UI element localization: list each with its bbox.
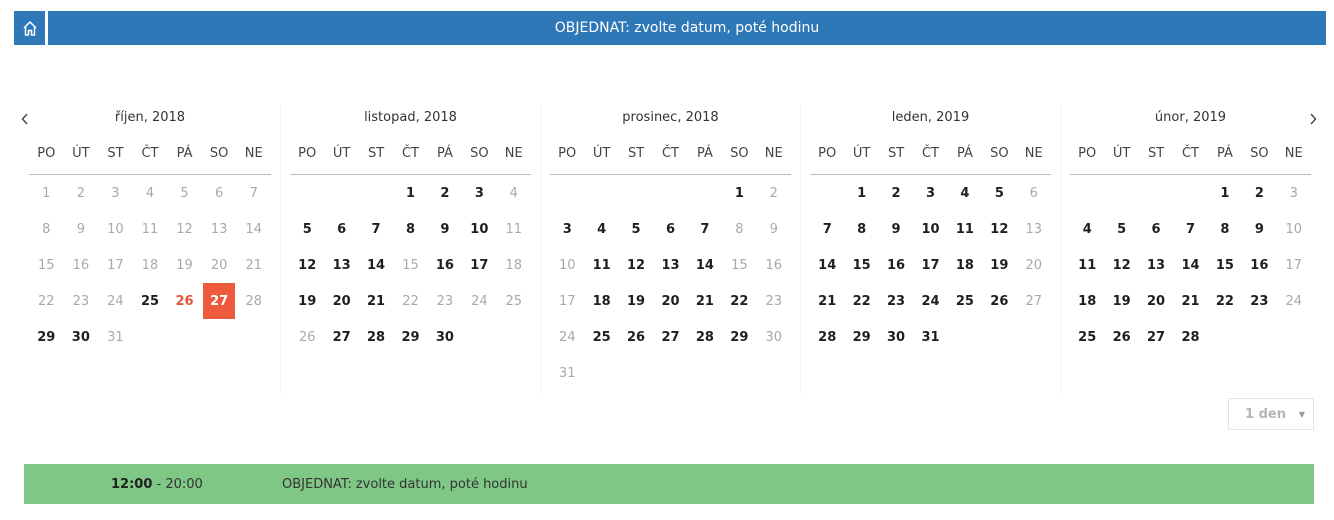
calendar-day[interactable]: 12 — [298, 257, 317, 273]
calendar-day[interactable]: 19 — [627, 293, 646, 309]
empty-cell — [810, 175, 844, 211]
calendar-day[interactable]: 8 — [857, 221, 867, 237]
weekday-header — [810, 133, 1051, 175]
weekday-label: NE — [1024, 146, 1043, 161]
weekday-label: NE — [1284, 146, 1303, 161]
calendar-day[interactable]: 4 — [597, 221, 607, 237]
calendar-day[interactable]: 4 — [960, 185, 970, 201]
calendar-day[interactable]: 23 — [887, 293, 906, 309]
weekday-label: ČT — [401, 146, 419, 161]
calendar-day[interactable]: 9 — [1254, 221, 1264, 237]
calendar-day[interactable]: 27 — [1147, 329, 1166, 345]
calendar-day[interactable]: 5 — [1117, 221, 1127, 237]
calendar-day[interactable]: 21 — [1181, 293, 1200, 309]
calendar-day[interactable]: 18 — [592, 293, 611, 309]
calendar-month — [20, 103, 280, 395]
calendar-day-disabled: 16 — [765, 257, 783, 273]
weekday-label: ÚT — [1112, 146, 1131, 161]
calendar-day-disabled: 15 — [38, 257, 55, 273]
calendar-day[interactable]: 7 — [700, 221, 710, 237]
calendar-day[interactable]: 19 — [990, 257, 1009, 273]
weekday-label: PÁ — [436, 146, 453, 161]
calendar-day[interactable]: 14 — [1181, 257, 1200, 273]
calendar-day-disabled: 31 — [107, 329, 124, 345]
calendar-day[interactable]: 26 — [990, 293, 1009, 309]
calendar-day[interactable]: 25 — [1078, 329, 1097, 345]
weekday-label: ÚT — [592, 146, 611, 161]
calendar-day-disabled: 23 — [436, 293, 454, 309]
calendar-day-disabled: 18 — [141, 257, 159, 273]
weekday-label: SO — [990, 146, 1009, 161]
day-grid — [29, 175, 271, 355]
calendar-day-disabled: 21 — [245, 257, 262, 273]
calendar-day-disabled: 22 — [38, 293, 55, 309]
calendar-month — [280, 103, 540, 395]
calendar-day-disabled: 3 — [1289, 185, 1298, 201]
calendar-day[interactable]: 1 — [405, 185, 416, 201]
duration-select[interactable] — [1228, 398, 1314, 430]
calendar-day[interactable]: 8 — [1220, 221, 1230, 237]
weekday-label: PO — [558, 146, 577, 161]
calendar-day[interactable]: 17 — [470, 257, 489, 273]
weekday-label: NE — [504, 146, 523, 161]
calendar-day[interactable]: 21 — [695, 293, 714, 309]
calendar-day[interactable]: 1 — [1220, 185, 1230, 201]
calendar-day[interactable]: 7 — [822, 221, 832, 237]
month-title: únor, 2019 — [1154, 110, 1227, 125]
page-title-text: OBJEDNAT: zvolte datum, poté hodinu — [554, 20, 820, 36]
calendar-day[interactable]: 28 — [818, 329, 837, 345]
calendar-day[interactable]: 12 — [990, 221, 1009, 237]
weekday-label: SO — [730, 146, 749, 161]
calendar-day[interactable]: 11 — [1078, 257, 1097, 273]
calendar-day-disabled: 18 — [505, 257, 523, 273]
calendar-day[interactable]: 16 — [435, 257, 454, 273]
time-slot[interactable] — [24, 464, 1314, 504]
empty-cell — [550, 175, 584, 211]
calendar-day[interactable]: 9 — [891, 221, 901, 237]
calendar-day[interactable]: 27 — [332, 329, 351, 345]
duration-value: 1 den — [1245, 406, 1286, 422]
calendar-day[interactable]: 6 — [337, 221, 347, 237]
weekday-label: ČT — [141, 146, 159, 161]
calendar-day-disabled: 2 — [769, 185, 778, 201]
weekday-label: ÚT — [72, 146, 90, 161]
empty-cell — [619, 175, 653, 211]
calendar-day-disabled: 27 — [1025, 293, 1043, 309]
calendar-day-disabled: 17 — [107, 257, 124, 273]
calendar-day[interactable]: 15 — [1215, 257, 1234, 273]
weekday-label: ST — [887, 146, 905, 161]
calendar-day-today: 26 — [175, 293, 194, 309]
weekday-label: ST — [107, 146, 124, 161]
calendar-day[interactable]: 5 — [302, 221, 312, 237]
calendar-day[interactable]: 23 — [1250, 293, 1269, 309]
calendar-day-disabled: 8 — [42, 221, 51, 237]
calendar-day[interactable]: 5 — [631, 221, 641, 237]
calendar-day-disabled: 23 — [72, 293, 90, 309]
weekday-label: SO — [209, 146, 229, 161]
weekday-label: ST — [627, 146, 645, 161]
calendar-day-disabled: 11 — [505, 221, 523, 237]
weekday-label: PÁ — [696, 146, 713, 161]
weekday-label: SO — [1250, 146, 1269, 161]
empty-cell — [1070, 175, 1104, 211]
calendar-day-disabled: 3 — [111, 185, 120, 201]
calendar-day[interactable]: 13 — [332, 257, 351, 273]
empty-cell — [653, 175, 687, 211]
calendar-day[interactable]: 7 — [371, 221, 381, 237]
calendar-day-disabled: 17 — [1285, 257, 1303, 273]
empty-cell — [688, 175, 722, 211]
calendar-day-disabled: 14 — [245, 221, 262, 237]
calendar-day-disabled: 22 — [402, 293, 419, 309]
day-grid — [290, 175, 531, 355]
calendar-day-disabled: 20 — [1025, 257, 1043, 273]
calendar-day-disabled: 12 — [176, 221, 193, 237]
calendar-day[interactable]: 29 — [730, 329, 749, 345]
empty-cell — [359, 175, 393, 211]
calendar-day-disabled: 19 — [176, 257, 193, 273]
header-bar — [14, 11, 1326, 45]
calendar-day[interactable]: 16 — [1250, 257, 1269, 273]
calendar-day[interactable]: 12 — [1112, 257, 1131, 273]
calendar-day-disabled: 16 — [72, 257, 90, 273]
weekday-label: ČT — [661, 146, 679, 161]
calendar-day-disabled: 26 — [298, 329, 316, 345]
calendar-day[interactable]: 28 — [367, 329, 386, 345]
month-title: leden, 2019 — [891, 110, 970, 125]
weekday-label: PÁ — [956, 146, 973, 161]
calendar-day[interactable]: 6 — [665, 221, 676, 237]
empty-cell — [324, 175, 358, 211]
calendar-day-disabled: 9 — [76, 221, 85, 237]
calendar-day[interactable]: 25 — [955, 293, 974, 309]
calendar-day[interactable]: 29 — [852, 329, 871, 345]
calendar-day[interactable]: 12 — [627, 257, 646, 273]
weekday-label: ČT — [921, 146, 939, 161]
calendar-day[interactable]: 14 — [367, 257, 386, 273]
calendar-day[interactable]: 17 — [921, 257, 940, 273]
calendar-day[interactable]: 16 — [887, 257, 906, 273]
calendar-day[interactable]: 26 — [1112, 329, 1131, 345]
calendar-day-disabled: 23 — [765, 293, 783, 309]
weekday-label: ST — [367, 146, 385, 161]
weekday-header — [550, 133, 791, 175]
weekday-label: PO — [1078, 146, 1097, 161]
calendar-day-disabled: 24 — [471, 293, 488, 309]
weekday-label: PÁ — [1216, 146, 1233, 161]
calendar-day[interactable]: 3 — [562, 221, 572, 237]
weekday-label: PO — [818, 146, 837, 161]
calendar-day-disabled: 28 — [245, 293, 262, 309]
calendar-month — [800, 103, 1060, 395]
calendar-day[interactable]: 25 — [140, 293, 160, 309]
calendar-day-disabled: 31 — [558, 365, 576, 381]
month-title: listopad, 2018 — [364, 110, 457, 125]
calendar-day-disabled: 4 — [509, 185, 518, 201]
calendar-day[interactable]: 30 — [71, 329, 90, 345]
calendar-day-disabled: 7 — [249, 185, 258, 201]
empty-cell — [584, 175, 618, 211]
calendar-day[interactable]: 26 — [627, 329, 646, 345]
calendar-day[interactable]: 28 — [695, 329, 714, 345]
calendar-day-disabled: 5 — [180, 185, 189, 201]
calendar-day[interactable]: 3 — [925, 185, 936, 201]
slot-end-time: - 20:00 — [152, 476, 203, 492]
calendar-day[interactable]: 30 — [435, 329, 454, 345]
calendar-day[interactable]: 2 — [891, 185, 901, 201]
calendar-day[interactable]: 1 — [857, 185, 867, 201]
calendar-day[interactable]: 29 — [37, 329, 56, 345]
calendar-day[interactable]: 13 — [1147, 257, 1166, 273]
calendar-day-disabled: 20 — [210, 257, 228, 273]
calendar-day[interactable]: 2 — [440, 185, 450, 201]
calendar-day-disabled: 1 — [42, 185, 51, 201]
weekday-label: ÚT — [332, 146, 351, 161]
empty-cell — [290, 175, 324, 211]
calendar-day[interactable]: 7 — [1185, 221, 1196, 237]
calendar-day[interactable]: 10 — [470, 221, 489, 237]
weekday-label: ÚT — [852, 146, 871, 161]
calendar-day-disabled: 4 — [145, 185, 155, 201]
calendar-day[interactable]: 3 — [474, 185, 484, 201]
calendar-day-disabled: 24 — [1285, 293, 1303, 309]
calendar-day[interactable]: 11 — [955, 221, 974, 237]
calendar-day[interactable]: 11 — [592, 257, 611, 273]
calendar-day[interactable]: 1 — [734, 185, 744, 201]
calendar-day[interactable]: 20 — [661, 293, 680, 309]
calendar-day[interactable]: 9 — [440, 221, 450, 237]
empty-cell — [1139, 175, 1173, 211]
calendar-day[interactable]: 4 — [1082, 221, 1092, 237]
calendar-day-disabled: 6 — [1029, 185, 1038, 201]
calendar-day[interactable]: 6 — [1151, 221, 1161, 237]
weekday-label: PO — [298, 146, 317, 161]
weekday-label: ST — [1147, 146, 1165, 161]
calendar-day-disabled: 13 — [210, 221, 228, 237]
calendar-day[interactable]: 19 — [298, 293, 317, 309]
calendar-day[interactable]: 20 — [332, 293, 351, 309]
weekday-label: ČT — [1181, 146, 1199, 161]
weekday-label: NE — [764, 146, 783, 161]
calendar-day[interactable]: 27 — [661, 329, 680, 345]
calendar — [20, 103, 1320, 395]
calendar-day-disabled: 2 — [76, 185, 85, 201]
page-title — [48, 11, 1326, 45]
weekday-header — [290, 133, 531, 175]
calendar-day-disabled: 24 — [107, 293, 124, 309]
calendar-day[interactable]: 20 — [1147, 293, 1166, 309]
home-icon — [22, 20, 38, 37]
calendar-day[interactable]: 31 — [921, 329, 940, 345]
calendar-day[interactable]: 29 — [401, 329, 420, 345]
slot-label: OBJEDNAT: zvolte datum, poté hodinu — [282, 476, 528, 492]
calendar-day[interactable]: 8 — [405, 221, 416, 237]
calendar-day[interactable]: 13 — [661, 257, 680, 273]
slot-start-time: 12:00 — [111, 476, 153, 492]
calendar-day-disabled: 10 — [558, 257, 576, 273]
calendar-day[interactable]: 2 — [1254, 185, 1264, 201]
weekday-label: PÁ — [176, 146, 193, 161]
calendar-month — [540, 103, 800, 395]
calendar-day[interactable]: 19 — [1112, 293, 1131, 309]
calendar-day-selected[interactable]: 27 — [203, 283, 236, 319]
calendar-day[interactable]: 22 — [852, 293, 871, 309]
calendar-day[interactable]: 25 — [592, 329, 611, 345]
calendar-day[interactable]: 14 — [818, 257, 837, 273]
calendar-day[interactable]: 10 — [921, 221, 940, 237]
day-grid — [550, 175, 791, 391]
calendar-day[interactable]: 14 — [695, 257, 714, 273]
calendar-day[interactable]: 28 — [1181, 329, 1200, 345]
calendar-day-disabled: 8 — [735, 221, 744, 237]
calendar-day[interactable]: 5 — [994, 185, 1004, 201]
calendar-day[interactable]: 18 — [955, 257, 974, 273]
calendar-day[interactable]: 21 — [818, 293, 837, 309]
calendar-day-disabled: 10 — [107, 221, 124, 237]
weekday-label: NE — [244, 146, 263, 161]
calendar-day[interactable]: 22 — [730, 293, 749, 309]
calendar-day[interactable]: 21 — [367, 293, 386, 309]
calendar-day-disabled: 17 — [558, 293, 576, 309]
calendar-day-disabled: 30 — [765, 329, 783, 345]
day-grid — [810, 175, 1051, 355]
caret-down-icon: ▼ — [1298, 409, 1305, 419]
empty-cell — [1173, 175, 1207, 211]
calendar-day-disabled: 6 — [214, 185, 224, 201]
calendar-day[interactable]: 15 — [852, 257, 871, 273]
calendar-day-disabled: 15 — [402, 257, 419, 273]
calendar-day-disabled: 25 — [505, 293, 523, 309]
calendar-day-disabled: 11 — [141, 221, 159, 237]
calendar-day-disabled: 10 — [1285, 221, 1303, 237]
calendar-day-disabled: 15 — [731, 257, 748, 273]
calendar-day-disabled: 24 — [558, 329, 576, 345]
empty-cell — [1104, 175, 1138, 211]
calendar-month — [1060, 103, 1320, 395]
weekday-label: PO — [37, 146, 56, 161]
weekday-label: SO — [470, 146, 489, 161]
month-title: prosinec, 2018 — [622, 110, 719, 125]
slot-time — [111, 477, 203, 492]
month-title: říjen, 2018 — [114, 110, 186, 125]
day-grid — [1070, 175, 1311, 355]
weekday-header — [1070, 133, 1311, 175]
calendar-day-disabled: 9 — [769, 221, 778, 237]
calendar-day[interactable]: 24 — [921, 293, 940, 309]
calendar-day-disabled: 13 — [1025, 221, 1043, 237]
home-button[interactable] — [14, 11, 45, 45]
calendar-day[interactable]: 22 — [1215, 293, 1234, 309]
calendar-day[interactable]: 30 — [887, 329, 906, 345]
calendar-day[interactable]: 18 — [1078, 293, 1097, 309]
weekday-header — [29, 133, 271, 175]
